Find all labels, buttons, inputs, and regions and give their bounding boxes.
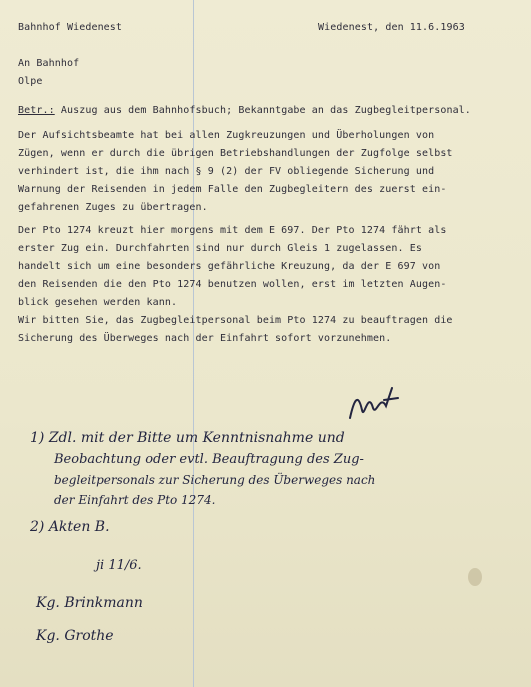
handwritten-note-line: begleitpersonals zur Sicherung des Überweges nach	[54, 473, 376, 487]
body-line: den Reisenden die den Pto 1274 benutzen wollen, erst im letzten Augen-	[18, 279, 447, 290]
paragraph-3	[18, 312, 453, 348]
body-line: gefahrenen Zuges zu übertragen.	[18, 202, 208, 213]
handwritten-note-line: der Einfahrt des Pto 1274.	[54, 493, 216, 507]
handwritten-note-line: 1) Zdl. mit der Bitte um Kenntnisnahme und	[30, 430, 345, 446]
body-line: Der Aufsichtsbeamte hat bei allen Zugkreuzungen und Überholungen von	[18, 130, 435, 141]
body-line: blick gesehen werden kann.	[18, 297, 178, 308]
subject-text: Auszug aus dem Bahnhofsbuch; Bekanntgabe an das Zugbegleitpersonal.	[54, 105, 471, 116]
body-line: Sicherung des Überweges nach der Einfahrt sofort vorzunehmen.	[18, 333, 392, 344]
recipient-line-2: Olpe	[18, 76, 43, 87]
body-line: Warnung der Reisenden in jedem Falle den Zugbegleitern des zuerst ein-	[18, 184, 447, 195]
signature-2: Kg. Grothe	[36, 628, 114, 644]
subject-line	[18, 105, 471, 116]
subject-label: Betr.:	[18, 105, 55, 116]
signature-1: Kg. Brinkmann	[36, 595, 143, 611]
body-line: handelt sich um eine besonders gefährliche Kreuzung, da der E 697 von	[18, 261, 441, 272]
signature-scribble	[340, 380, 410, 430]
sender: Bahnhof Wiedenest	[18, 22, 123, 33]
handwritten-note-line: Beobachtung oder evtl. Beauftragung des Zug-	[54, 452, 364, 467]
handwritten-note-2: 2) Akten B.	[30, 519, 110, 535]
body-line: Zügen, wenn er durch die übrigen Betriebshandlungen der Zugfolge selbst	[18, 148, 453, 159]
paper-stain	[468, 568, 482, 586]
paragraph-1	[18, 127, 453, 217]
initials-date: ji 11/6.	[96, 558, 142, 573]
recipient-line-1: An Bahnhof	[18, 58, 80, 69]
place-date: Wiedenest, den 11.6.1963	[318, 22, 465, 33]
body-line: erster Zug ein. Durchfahrten sind nur durch Gleis 1 zugelassen. Es	[18, 243, 422, 254]
paragraph-2	[18, 222, 446, 312]
body-line: Der Pto 1274 kreuzt hier morgens mit dem E 697. Der Pto 1274 fährt als	[18, 225, 447, 236]
body-line: Wir bitten Sie, das Zugbegleitpersonal beim Pto 1274 zu beauftragen die	[18, 315, 453, 326]
body-line: verhindert ist, die ihm nach § 9 (2) der FV obliegende Sicherung und	[18, 166, 435, 177]
